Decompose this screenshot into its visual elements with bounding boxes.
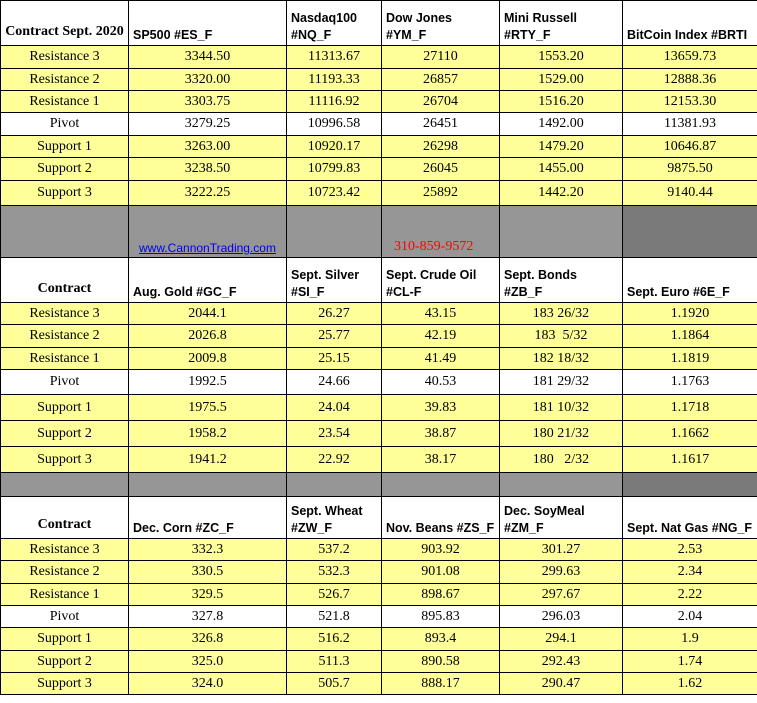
pivot-row xyxy=(1,606,757,628)
level-value: 1455.00 xyxy=(500,158,623,181)
level-label: Resistance 3 xyxy=(1,303,129,325)
level-value: 9140.44 xyxy=(623,181,757,206)
level-value: 25.77 xyxy=(287,325,382,348)
level-value: 43.15 xyxy=(382,303,500,325)
separator-cell xyxy=(500,473,623,497)
level-row xyxy=(1,46,757,69)
column-header: Nov. Beans #ZS_F xyxy=(382,497,500,539)
column-header: Dow Jones #YM_F xyxy=(382,1,500,46)
separator-cell xyxy=(287,473,382,497)
website-link[interactable]: www.CannonTrading.com xyxy=(129,206,287,258)
level-row xyxy=(1,69,757,91)
level-value: 1553.20 xyxy=(500,46,623,69)
level-value: 296.03 xyxy=(500,606,623,628)
level-value: 1.1718 xyxy=(623,395,757,421)
column-header: Sept. Silver #SI_F xyxy=(287,258,382,303)
column-header: Nasdaq100 #NQ_F xyxy=(287,1,382,46)
level-value: 1.9 xyxy=(623,628,757,651)
level-value: 1975.5 xyxy=(129,395,287,421)
level-value: 1.1617 xyxy=(623,447,757,473)
level-row xyxy=(1,348,757,370)
level-value: 26.27 xyxy=(287,303,382,325)
level-value: 25.15 xyxy=(287,348,382,370)
level-value: 1.62 xyxy=(623,673,757,695)
level-value: 294.1 xyxy=(500,628,623,651)
level-value: 1.1819 xyxy=(623,348,757,370)
level-value: 26857 xyxy=(382,69,500,91)
level-label: Resistance 3 xyxy=(1,539,129,561)
level-value: 1992.5 xyxy=(129,370,287,395)
level-row xyxy=(1,136,757,158)
level-value: 10723.42 xyxy=(287,181,382,206)
column-header: Aug. Gold #GC_F xyxy=(129,258,287,303)
level-value: 521.8 xyxy=(287,606,382,628)
level-value: 11193.33 xyxy=(287,69,382,91)
level-label: Resistance 3 xyxy=(1,46,129,69)
level-value: 2026.8 xyxy=(129,325,287,348)
level-row xyxy=(1,673,757,695)
level-label: Pivot xyxy=(1,370,129,395)
contract-header: Contract xyxy=(1,258,129,303)
level-label: Support 2 xyxy=(1,421,129,447)
level-label: Support 3 xyxy=(1,181,129,206)
level-value: 2.34 xyxy=(623,561,757,584)
level-value: 325.0 xyxy=(129,651,287,673)
separator-cell xyxy=(623,473,757,497)
level-row xyxy=(1,158,757,181)
column-header: Sept. Nat Gas #NG_F xyxy=(623,497,757,539)
level-value: 11116.92 xyxy=(287,91,382,113)
level-value: 27110 xyxy=(382,46,500,69)
separator-cell xyxy=(129,473,287,497)
level-value: 893.4 xyxy=(382,628,500,651)
level-value: 324.0 xyxy=(129,673,287,695)
level-value: 40.53 xyxy=(382,370,500,395)
level-row xyxy=(1,561,757,584)
level-value: 183 5/32 xyxy=(500,325,623,348)
separator-cell xyxy=(1,473,129,497)
level-value: 901.08 xyxy=(382,561,500,584)
column-header: Dec. SoyMeal #ZM_F xyxy=(500,497,623,539)
level-label: Support 2 xyxy=(1,158,129,181)
level-value: 11313.67 xyxy=(287,46,382,69)
level-value: 3279.25 xyxy=(129,113,287,136)
contract-header: Contract xyxy=(1,497,129,539)
level-label: Support 3 xyxy=(1,447,129,473)
column-header: Sept. Wheat #ZW_F xyxy=(287,497,382,539)
separator-cell xyxy=(500,206,623,258)
level-value: 1.1920 xyxy=(623,303,757,325)
level-value: 9875.50 xyxy=(623,158,757,181)
column-header: Sept. Crude Oil #CL-F xyxy=(382,258,500,303)
pivot-row xyxy=(1,370,757,395)
separator-row xyxy=(1,206,757,258)
level-value: 299.63 xyxy=(500,561,623,584)
level-value: 38.17 xyxy=(382,447,500,473)
level-label: Resistance 2 xyxy=(1,325,129,348)
level-value: 888.17 xyxy=(382,673,500,695)
column-header: BitCoin Index #BRTI xyxy=(623,1,757,46)
level-value: 24.04 xyxy=(287,395,382,421)
level-value: 301.27 xyxy=(500,539,623,561)
level-row xyxy=(1,539,757,561)
level-value: 330.5 xyxy=(129,561,287,584)
level-value: 12888.36 xyxy=(623,69,757,91)
level-value: 182 18/32 xyxy=(500,348,623,370)
level-value: 332.3 xyxy=(129,539,287,561)
level-value: 526.7 xyxy=(287,584,382,606)
level-label: Resistance 1 xyxy=(1,348,129,370)
separator-cell xyxy=(623,206,757,258)
section2-header-row xyxy=(1,258,757,303)
level-value: 290.47 xyxy=(500,673,623,695)
level-label: Support 1 xyxy=(1,136,129,158)
level-value: 1529.00 xyxy=(500,69,623,91)
level-value: 1516.20 xyxy=(500,91,623,113)
level-label: Support 1 xyxy=(1,395,129,421)
separator-cell xyxy=(1,206,129,258)
level-value: 2.53 xyxy=(623,539,757,561)
level-value: 181 10/32 xyxy=(500,395,623,421)
level-value: 903.92 xyxy=(382,539,500,561)
level-row xyxy=(1,421,757,447)
level-label: Resistance 1 xyxy=(1,91,129,113)
level-label: Support 2 xyxy=(1,651,129,673)
level-value: 10799.83 xyxy=(287,158,382,181)
level-value: 13659.73 xyxy=(623,46,757,69)
level-value: 181 29/32 xyxy=(500,370,623,395)
section1-header-row xyxy=(1,1,757,46)
level-row xyxy=(1,325,757,348)
level-row xyxy=(1,447,757,473)
level-label: Pivot xyxy=(1,606,129,628)
level-value: 1.74 xyxy=(623,651,757,673)
separator-row xyxy=(1,473,757,497)
contract-header: Contract Sept. 2020 xyxy=(1,1,129,46)
level-value: 3222.25 xyxy=(129,181,287,206)
column-header: SP500 #ES_F xyxy=(129,1,287,46)
level-value: 1492.00 xyxy=(500,113,623,136)
level-row xyxy=(1,584,757,606)
level-value: 895.83 xyxy=(382,606,500,628)
level-value: 1479.20 xyxy=(500,136,623,158)
level-value: 24.66 xyxy=(287,370,382,395)
level-label: Pivot xyxy=(1,113,129,136)
level-label: Support 1 xyxy=(1,628,129,651)
level-value: 898.67 xyxy=(382,584,500,606)
level-label: Support 3 xyxy=(1,673,129,695)
level-value: 537.2 xyxy=(287,539,382,561)
level-value: 26704 xyxy=(382,91,500,113)
level-value: 26298 xyxy=(382,136,500,158)
level-value: 292.43 xyxy=(500,651,623,673)
column-header: Mini Russell #RTY_F xyxy=(500,1,623,46)
level-value: 1.1662 xyxy=(623,421,757,447)
level-value: 41.49 xyxy=(382,348,500,370)
level-value: 532.3 xyxy=(287,561,382,584)
level-value: 39.83 xyxy=(382,395,500,421)
level-value: 10920.17 xyxy=(287,136,382,158)
level-row xyxy=(1,628,757,651)
level-value: 183 26/32 xyxy=(500,303,623,325)
level-value: 297.67 xyxy=(500,584,623,606)
level-value: 327.8 xyxy=(129,606,287,628)
level-value: 1.1864 xyxy=(623,325,757,348)
level-value: 10646.87 xyxy=(623,136,757,158)
column-header: Sept. Bonds #ZB_F xyxy=(500,258,623,303)
level-value: 1941.2 xyxy=(129,447,287,473)
level-value: 329.5 xyxy=(129,584,287,606)
phone-number: 310-859-9572 xyxy=(382,206,500,258)
level-value: 180 2/32 xyxy=(500,447,623,473)
level-value: 23.54 xyxy=(287,421,382,447)
level-row xyxy=(1,651,757,673)
level-label: Resistance 2 xyxy=(1,69,129,91)
level-value: 890.58 xyxy=(382,651,500,673)
level-value: 12153.30 xyxy=(623,91,757,113)
level-label: Resistance 2 xyxy=(1,561,129,584)
level-value: 1442.20 xyxy=(500,181,623,206)
level-value: 505.7 xyxy=(287,673,382,695)
level-value: 38.87 xyxy=(382,421,500,447)
level-value: 1.1763 xyxy=(623,370,757,395)
level-value: 26045 xyxy=(382,158,500,181)
level-value: 326.8 xyxy=(129,628,287,651)
level-value: 3263.00 xyxy=(129,136,287,158)
level-value: 25892 xyxy=(382,181,500,206)
pivot-row xyxy=(1,113,757,136)
level-label: Resistance 1 xyxy=(1,584,129,606)
level-value: 2044.1 xyxy=(129,303,287,325)
level-value: 3238.50 xyxy=(129,158,287,181)
level-row xyxy=(1,395,757,421)
separator-cell xyxy=(287,206,382,258)
level-value: 3303.75 xyxy=(129,91,287,113)
level-value: 26451 xyxy=(382,113,500,136)
level-value: 3344.50 xyxy=(129,46,287,69)
level-value: 11381.93 xyxy=(623,113,757,136)
level-value: 2009.8 xyxy=(129,348,287,370)
level-value: 2.04 xyxy=(623,606,757,628)
level-value: 511.3 xyxy=(287,651,382,673)
level-row xyxy=(1,91,757,113)
level-row xyxy=(1,181,757,206)
level-value: 180 21/32 xyxy=(500,421,623,447)
level-value: 10996.58 xyxy=(287,113,382,136)
level-value: 3320.00 xyxy=(129,69,287,91)
level-value: 1958.2 xyxy=(129,421,287,447)
level-value: 2.22 xyxy=(623,584,757,606)
column-header: Sept. Euro #6E_F xyxy=(623,258,757,303)
column-header: Dec. Corn #ZC_F xyxy=(129,497,287,539)
level-value: 516.2 xyxy=(287,628,382,651)
separator-cell xyxy=(382,473,500,497)
level-value: 42.19 xyxy=(382,325,500,348)
section3-header-row xyxy=(1,497,757,539)
level-value: 22.92 xyxy=(287,447,382,473)
level-row xyxy=(1,303,757,325)
